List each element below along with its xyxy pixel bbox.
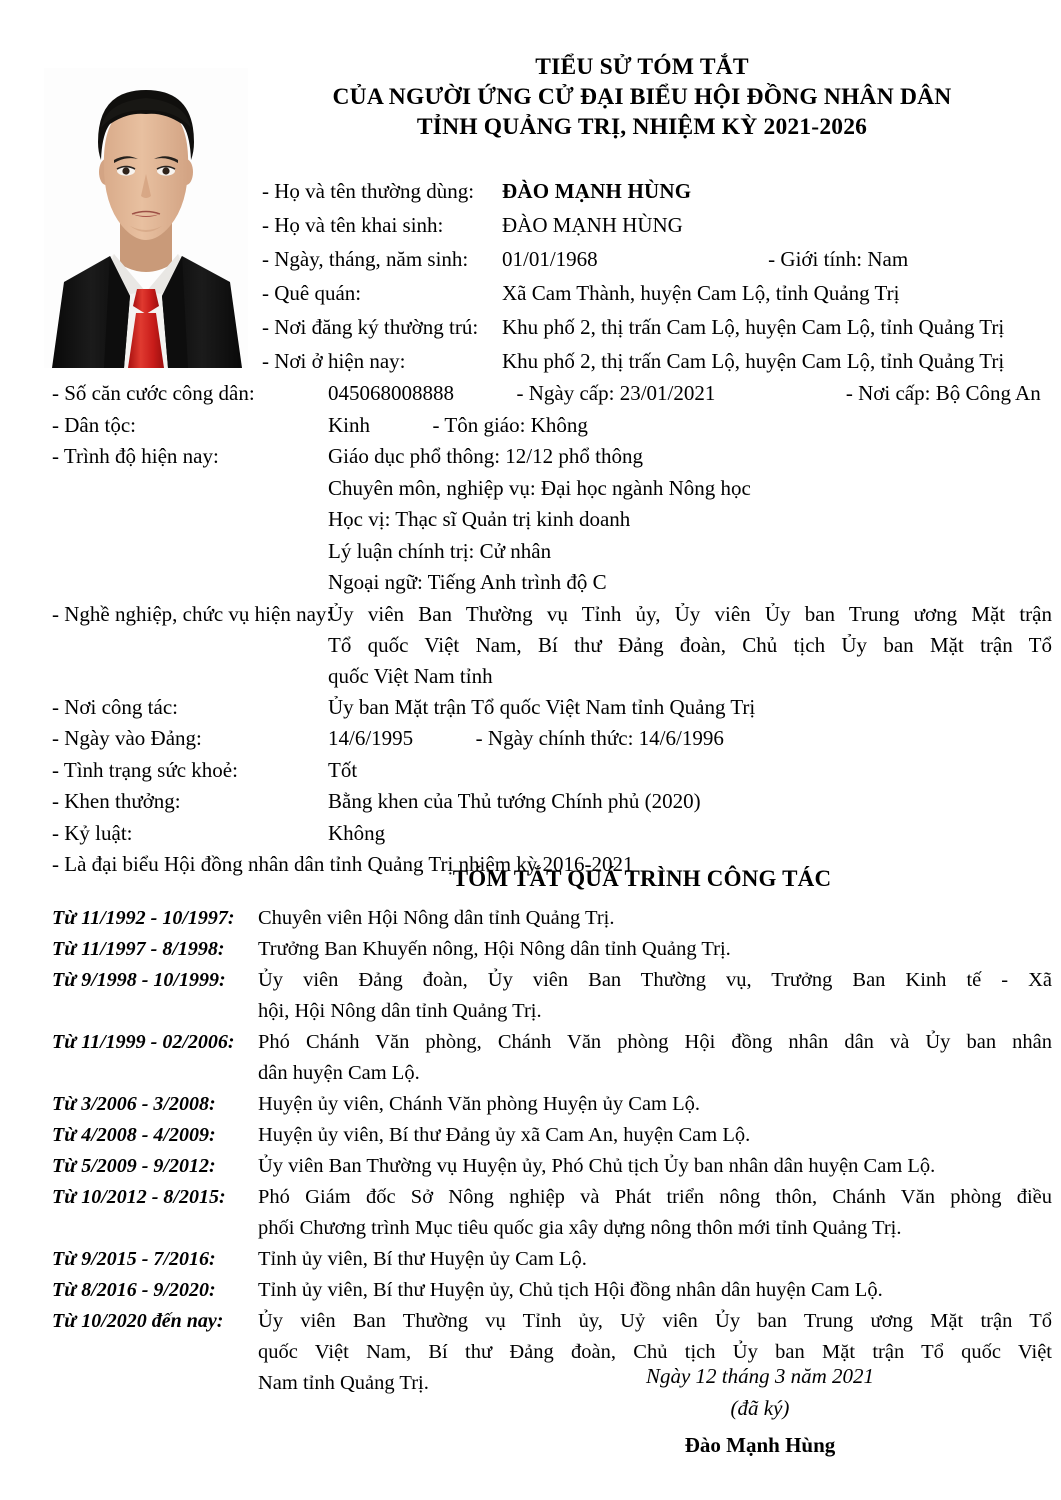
career-line: phối Chương trình Mục tiêu quốc gia xây dựng nông thôn mới tỉnh Quảng Trị. (258, 1217, 902, 1239)
career-line: quốc Việt Nam, Bí thư Đảng đoàn, Chủ tịch Ủy ban Mặt trận Tổ quốc Việt (258, 1341, 1052, 1363)
title-line-1: TIỂU SỬ TÓM TẮT (535, 54, 749, 80)
signature-signed-note: (đã ký) (730, 1396, 790, 1420)
value-workplace: Ủy ban Mặt trận Tổ quốc Việt Nam tỉnh Quảng Trị (328, 694, 756, 719)
career-description (258, 1275, 1052, 1306)
value-common-name: ĐÀO MẠNH HÙNG (502, 179, 692, 203)
career-line: dân huyện Cam Lộ. (258, 1062, 420, 1084)
value-birth-date-group (502, 242, 1052, 276)
label-education: - Trình độ hiện nay: (52, 444, 219, 468)
occupation-line: Ủy viên Ban Thường vụ Tỉnh ủy, Ủy viên Ủy ban Trung ương Mặt trận (328, 601, 1052, 626)
value-birth-name: ĐÀO MẠNH HÙNG (502, 213, 683, 237)
career-line: Trưởng Ban Khuyến nông, Hội Nông dân tỉnh Quảng Trị. (258, 938, 731, 960)
value-religion: - Tôn giáo: Không (432, 412, 588, 437)
label-discipline: - Kỷ luật: (52, 820, 133, 845)
occupation-line: Tổ quốc Việt Nam, Bí thư Đảng đoàn, Chủ tịch Ủy ban Mặt trận Tổ (328, 632, 1052, 657)
info-row-hometown (262, 276, 1052, 310)
career-row (52, 1089, 1052, 1120)
value-citizen-id-group (328, 378, 1052, 410)
info-row-birth-name (262, 208, 1052, 242)
label-permanent-residence: - Nơi đăng ký thường trú: (262, 315, 479, 339)
career-line: Huyện ủy viên, Bí thư Đảng ủy xã Cam An, huyện Cam Lộ. (258, 1124, 751, 1146)
label-current-residence: - Nơi ở hiện nay: (262, 349, 406, 373)
career-row (52, 1244, 1052, 1275)
value-gender: - Giới tính: Nam (768, 247, 909, 271)
info-row-education (52, 441, 1052, 473)
career-line: hội, Hội Nông dân tỉnh Quảng Trị. (258, 1000, 542, 1022)
info-row-birth-date (262, 242, 1052, 276)
career-section-heading: TÓM TẮT QUÁ TRÌNH CÔNG TÁC (452, 866, 832, 891)
value-education-political: Lý luận chính trị: Cử nhân (328, 538, 552, 563)
career-row (52, 1275, 1052, 1306)
career-line: Ủy viên Đảng đoàn, Ủy viên Ban Thường vụ, Trưởng Ban Kinh tế - Xã (258, 969, 1052, 991)
label-workplace: - Nơi công tác: (52, 694, 178, 719)
info-row-permanent-residence (262, 310, 1052, 344)
value-discipline: Không (328, 820, 386, 845)
personal-info-main (52, 378, 1052, 881)
personal-info-top (262, 174, 1052, 378)
info-row-occupation (52, 599, 1052, 692)
value-citizen-id: 045068008888 (328, 381, 454, 405)
label-common-name: - Họ và tên thường dùng: (262, 179, 475, 203)
career-line: Nam tỉnh Quảng Trị. (258, 1372, 429, 1394)
info-row-party-join-date (52, 723, 1052, 755)
label-party-join-date: - Ngày vào Đảng: (52, 726, 202, 750)
occupation-line: quốc Việt Nam tỉnh (328, 663, 493, 688)
career-line: Chuyên viên Hội Nông dân tỉnh Quảng Trị. (258, 907, 615, 929)
career-date: Từ 11/1992 - 10/1997: (52, 907, 235, 929)
career-row (52, 1120, 1052, 1151)
title-line-2: CỦA NGƯỜI ỨNG CỬ ĐẠI BIỂU HỘI ĐỒNG NHÂN DÂN (332, 84, 952, 110)
career-line: Huyện ủy viên, Chánh Văn phòng Huyện ủy Cam Lộ. (258, 1093, 701, 1115)
career-line: Phó Giám đốc Sở Nông nghiệp và Phát triển nông thôn, Chánh Văn phòng điều (258, 1186, 1052, 1208)
career-date: Từ 4/2008 - 4/2009: (52, 1124, 216, 1146)
career-row (52, 934, 1052, 965)
career-description (258, 1244, 1052, 1275)
career-description (258, 903, 1052, 934)
value-birth-date: 01/01/1968 (502, 247, 598, 271)
label-citizen-id: - Số căn cước công dân: (52, 381, 255, 405)
signature-name: Đào Mạnh Hùng (684, 1433, 836, 1457)
career-description (258, 1151, 1052, 1182)
value-education-degree: Học vị: Thạc sĩ Quản trị kinh doanh (328, 507, 631, 531)
career-description (258, 1089, 1052, 1120)
info-row-ethnicity (52, 410, 1052, 442)
label-birth-date: - Ngày, tháng, năm sinh: (262, 247, 469, 271)
portrait-illustration (44, 68, 248, 368)
document-title (262, 52, 1022, 142)
signature-date: Ngày 12 tháng 3 năm 2021 (645, 1364, 875, 1388)
career-description (258, 1182, 1052, 1244)
career-row (52, 1151, 1052, 1182)
career-row (52, 965, 1052, 1027)
career-description (258, 1027, 1052, 1089)
career-line: Ủy viên Ban Thường vụ Huyện ủy, Phó Chủ tịch Ủy ban nhân dân huyện Cam Lộ. (258, 1155, 936, 1177)
career-date: Từ 11/1997 - 8/1998: (52, 938, 225, 960)
value-hometown: Xã Cam Thành, huyện Cam Lộ, tỉnh Quảng Trị (502, 281, 900, 305)
info-row-workplace (52, 692, 1052, 724)
label-health: - Tình trạng sức khoẻ: (52, 757, 238, 782)
info-row-discipline (52, 818, 1052, 850)
value-education-major: Chuyên môn, nghiệp vụ: Đại học ngành Nông học (328, 475, 751, 500)
value-education-language: Ngoại ngữ: Tiếng Anh trình độ C (328, 570, 607, 594)
career-row (52, 1027, 1052, 1089)
value-ethnicity: Kinh (328, 412, 370, 437)
career-history-list (52, 903, 1052, 1399)
career-line: Ủy viên Ban Thường vụ Tỉnh ủy, Uỷ viên Ủy ban Trung ương Mặt trận Tổ (258, 1310, 1052, 1332)
value-occupation (328, 599, 1052, 692)
career-line: Phó Chánh Văn phòng, Chánh Văn phòng Hội đồng nhân dân và Ủy ban nhân (258, 1031, 1052, 1053)
career-line: Tỉnh ủy viên, Bí thư Huyện ủy, Chủ tịch Hội đồng nhân dân huyện Cam Lộ. (258, 1279, 883, 1301)
value-education-general: Giáo dục phổ thông: 12/12 phổ thông (328, 444, 643, 468)
value-ethnicity-group (328, 410, 1052, 442)
label-hometown: - Quê quán: (262, 281, 362, 305)
career-date: Từ 9/1998 - 10/1999: (52, 969, 226, 991)
value-permanent-residence: Khu phố 2, thị trấn Cam Lộ, huyện Cam Lộ, tỉnh Quảng Trị (502, 315, 1005, 339)
career-date: Từ 8/2016 - 9/2020: (52, 1279, 216, 1301)
career-row (52, 1182, 1052, 1244)
info-row-award (52, 786, 1052, 818)
candidate-portrait-photo (44, 68, 248, 368)
career-date: Từ 9/2015 - 7/2016: (52, 1248, 216, 1270)
value-id-issue-place: - Nơi cấp: Bộ Công An (845, 381, 1041, 405)
info-row-common-name (262, 174, 1052, 208)
career-description (258, 965, 1052, 1027)
career-description (258, 1120, 1052, 1151)
previous-term-note: - Là đại biểu Hội đồng nhân dân tỉnh Quảng Trị nhiệm kỳ 2016-2021 (52, 852, 634, 876)
career-date: Từ 3/2006 - 3/2008: (52, 1093, 216, 1115)
label-ethnicity: - Dân tộc: (52, 412, 136, 437)
value-id-issue-date: - Ngày cấp: 23/01/2021 (516, 381, 716, 405)
value-award: Bằng khen của Thủ tướng Chính phủ (2020) (328, 789, 701, 813)
career-date: Từ 10/2020 đến nay: (52, 1310, 224, 1332)
info-row-health (52, 755, 1052, 787)
career-date: Từ 11/1999 - 02/2006: (52, 1031, 235, 1053)
label-occupation: - Nghề nghiệp, chức vụ hiện nay: (52, 601, 333, 626)
career-date: Từ 5/2009 - 9/2012: (52, 1155, 216, 1177)
career-description (258, 934, 1052, 965)
signature-block (560, 1360, 960, 1462)
info-row-citizen-id (52, 378, 1052, 410)
value-party-date-group (328, 723, 1052, 755)
value-current-residence: Khu phố 2, thị trấn Cam Lộ, huyện Cam Lộ, tỉnh Quảng Trị (502, 349, 1005, 373)
value-party-join-date: 14/6/1995 (328, 726, 414, 750)
career-date: Từ 10/2012 - 8/2015: (52, 1186, 226, 1208)
info-row-current-residence (262, 344, 1052, 378)
title-line-3: TỈNH QUẢNG TRỊ, NHIỆM KỲ 2021-2026 (416, 114, 868, 140)
label-birth-name: - Họ và tên khai sinh: (262, 213, 444, 237)
career-line: Tỉnh ủy viên, Bí thư Huyện ủy Cam Lộ. (258, 1248, 587, 1270)
label-award: - Khen thưởng: (52, 789, 181, 813)
value-party-official-date: - Ngày chính thức: 14/6/1996 (475, 726, 724, 750)
value-health: Tốt (328, 757, 358, 782)
career-row (52, 903, 1052, 934)
